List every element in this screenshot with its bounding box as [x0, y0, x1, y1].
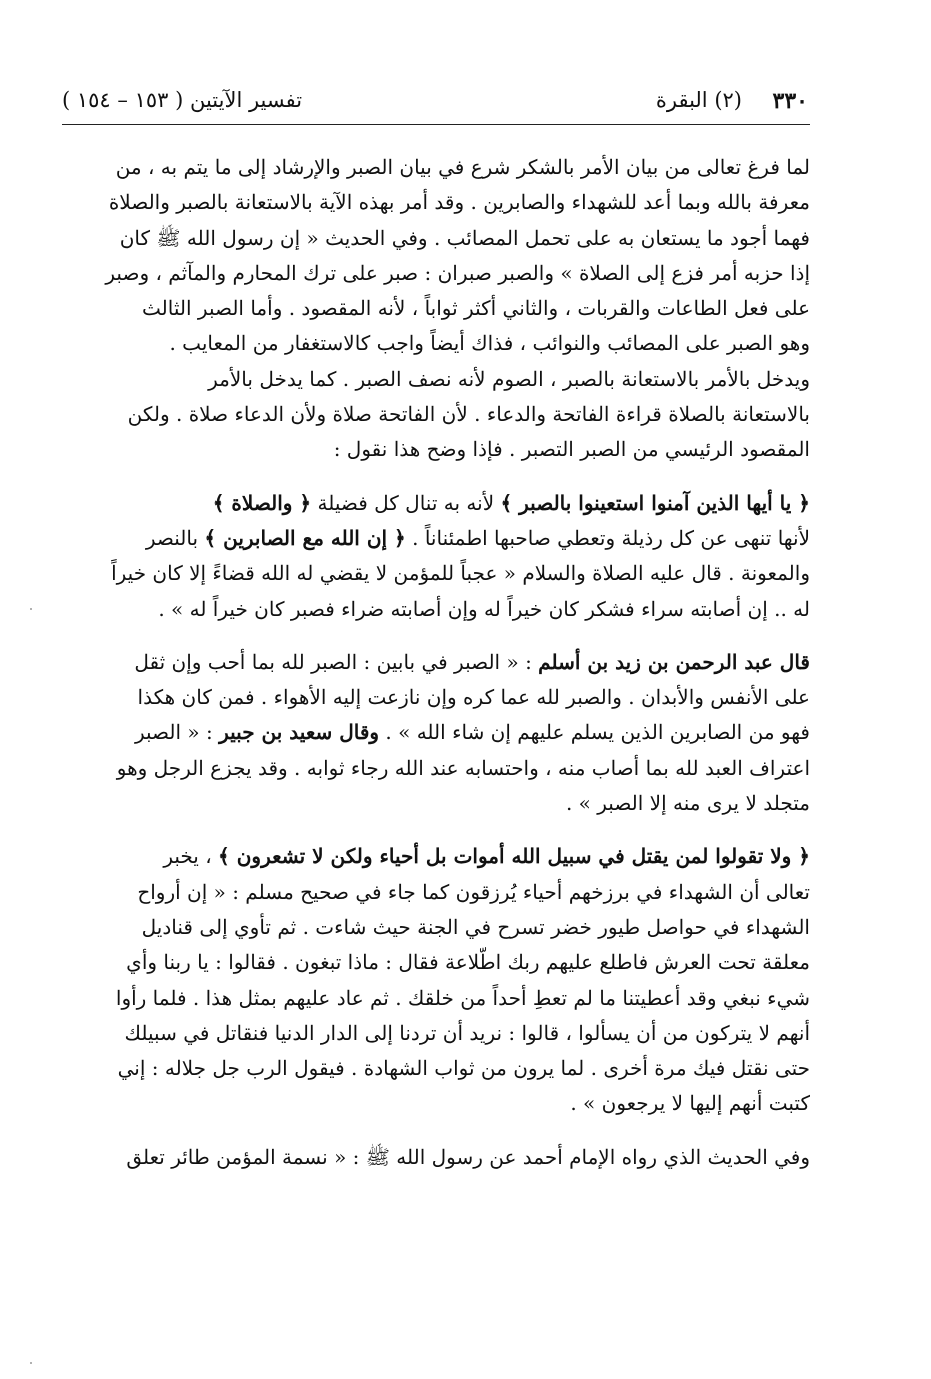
- emphasized-text: ﴿ ولا تقولوا لمن يقتل في سبيل الله أموات بل أحياء ولكن لا تشعرون ﴾: [218, 844, 810, 869]
- text-line: [62, 715, 810, 750]
- paragraph-verse-153: [62, 486, 810, 627]
- text-segment: فهما أجود ما يستعان به على تحمل المصائب . وفي الحديث « إن رسول الله ﷺ كان: [119, 225, 810, 250]
- paragraph-gap: [62, 825, 810, 839]
- text-segment: له .. إن أصابته سراء فشكر كان خيراً له وإن أصابته ضراء فصبر كان خيراً له » .: [158, 596, 810, 621]
- text-line: [62, 1086, 810, 1121]
- text-line: [62, 397, 810, 432]
- text-segment: : « الصبر: [134, 720, 220, 745]
- text-segment: : « الصبر في بابين : الصبر لله بما أحب وإن ثقل: [134, 649, 539, 674]
- text-line: [62, 910, 810, 945]
- text-line: [62, 291, 810, 326]
- margin-mark: [30, 1362, 32, 1364]
- text-segment: والمعونة . قال عليه الصلاة والسلام « عجباً للمؤمن لا يقضي له الله قضاءً إلا كان خيراً: [111, 561, 810, 586]
- margin-mark: [30, 608, 32, 610]
- text-segment: كتبت أنهم إليها لا يرجعون » .: [570, 1091, 810, 1116]
- text-line: [62, 432, 810, 467]
- text-line: [62, 221, 810, 256]
- text-segment: بالاستعانة بالصلاة قراءة الفاتحة والدعاء . لأن الفاتحة صلاة ولأن الدعاء صلاة . ولكن: [127, 402, 810, 427]
- text-segment: ، يخبر: [163, 844, 219, 869]
- paragraph-gap: [62, 631, 810, 645]
- emphasized-text: ﴿ والصلاة ﴾: [212, 490, 312, 515]
- text-segment: تعالى أن الشهداء في برزخهم أحياء يُرزقون كما جاء في صحيح مسلم : « إن أرواح: [137, 879, 810, 904]
- paragraph-gap: [62, 1126, 810, 1140]
- text-line: [62, 751, 810, 786]
- text-line: [62, 1016, 810, 1051]
- text-segment: فهو من الصابرين الذين يسلم عليهم إن شاء الله » .: [379, 720, 810, 745]
- text-segment: حتى نقتل فيك مرة أخرى . لما يرون من ثواب الشهادة . فيقول الرب جل جلاله : إني: [117, 1056, 810, 1081]
- paragraph-quotes: [62, 645, 810, 821]
- text-segment: معرفة بالله وبما أعد للشهداء والصابرين . وقد أمر بهذه الآية بالاستعانة بالصبر والصلاة: [108, 190, 810, 215]
- text-segment: لأنها تنهى عن كل رذيلة وتعطي صاحبها اطمئناناً .: [405, 525, 810, 550]
- text-line: [62, 362, 810, 397]
- text-segment: اعتراف العبد لله بما أصاب منه ، واحتسابه عند الله رجاء ثوابه . وقد يجزع الرجل وهو: [116, 755, 810, 780]
- text-segment: لأنه به تنال كل فضيلة: [311, 490, 501, 515]
- text-line: [62, 839, 810, 874]
- text-line: [62, 150, 810, 185]
- page-number: ٣٣٠: [772, 88, 808, 114]
- surah-label: (٢) البقرة: [655, 88, 742, 112]
- text-segment: وفي الحديث الذي رواه الإمام أحمد عن رسول الله ﷺ : « نسمة المؤمن طائر تعلق: [126, 1144, 810, 1169]
- text-line: [62, 981, 810, 1016]
- text-line: [62, 256, 810, 291]
- text-line: [62, 326, 810, 361]
- text-segment: وهو الصبر على المصائب والنوائب ، فذاك أيضاً واجب كالاستغفار من المعايب .: [169, 331, 810, 356]
- text-line: [62, 1140, 810, 1175]
- body-text: [62, 150, 810, 1179]
- text-segment: إذا حزبه أمر فزع إلى الصلاة » والصبر صبران : صبر على ترك المحارم والمآثم ، وصبر: [105, 260, 810, 285]
- text-line: [62, 521, 810, 556]
- text-line: [62, 645, 810, 680]
- text-segment: على الأنفس والأبدان . والصبر لله عما كره وإن نازعت إليه الأهواء . فمن كان هكذا: [137, 685, 810, 710]
- emphasized-text: وقال سعيد بن جبير: [219, 720, 380, 745]
- text-segment: أنهم لا يتركون من أن يسألوا ، قالوا : نريد أن تردنا إلى الدار الدنيا فنقاتل في سبيلك: [124, 1020, 810, 1045]
- text-line: [62, 486, 810, 521]
- emphasized-text: ﴿ يا أيها الذين آمنوا استعينوا بالصبر ﴾: [500, 490, 810, 515]
- text-line: [62, 875, 810, 910]
- text-segment: بالنصر: [145, 525, 205, 550]
- running-header: [62, 86, 808, 120]
- text-line: [62, 185, 810, 220]
- text-segment: متجلد لا يرى منه إلا الصبر » .: [565, 791, 810, 816]
- header-divider: [62, 124, 810, 125]
- text-line: [62, 680, 810, 715]
- paragraph-hadith: [62, 1140, 810, 1175]
- text-segment: لما فرغ تعالى من بيان الأمر بالشكر شرع في بيان الصبر والإرشاد إلى ما يتم به ، من: [115, 155, 810, 179]
- text-line: [62, 945, 810, 980]
- section-title: تفسير الآيتين ( ١٥٣ – ١٥٤ ): [62, 88, 303, 112]
- text-line: [62, 786, 810, 821]
- paragraph-verse-154: [62, 839, 810, 1121]
- text-segment: معلقة تحت العرش فاطلع عليهم ربك اطّلاعة فقال : ماذا تبغون . فقالوا : يا ربنا وأي: [126, 950, 810, 975]
- text-line: [62, 556, 810, 591]
- text-segment: الشهداء في حواصل طيور خضر تسرح في الجنة حيث شاءت . ثم تأوي إلى قناديل: [141, 914, 810, 939]
- text-line: [62, 592, 810, 627]
- emphasized-text: ﴿ إن الله مع الصابرين ﴾: [204, 525, 406, 550]
- text-segment: المقصود الرئيسي من الصبر التصبر . فإذا وضح هذا نقول :: [333, 437, 810, 462]
- paragraph-intro: [62, 150, 810, 468]
- text-segment: ويدخل بالأمر بالاستعانة بالصبر ، الصوم لأنه نصف الصبر . كما يدخل بالأمر: [208, 366, 810, 391]
- text-segment: شيء نبغي وقد أعطيتنا ما لم تعطِ أحداً من خلقك . ثم عاد عليهم بمثل هذا . فلما رأوا: [115, 985, 810, 1010]
- paragraph-gap: [62, 472, 810, 486]
- emphasized-text: قال عبد الرحمن بن زيد بن أسلم: [538, 649, 810, 674]
- text-segment: على فعل الطاعات والقربات ، والثاني أكثر ثواباً ، لأنه المقصود . وأما الصبر الثالث: [142, 296, 810, 321]
- text-line: [62, 1051, 810, 1086]
